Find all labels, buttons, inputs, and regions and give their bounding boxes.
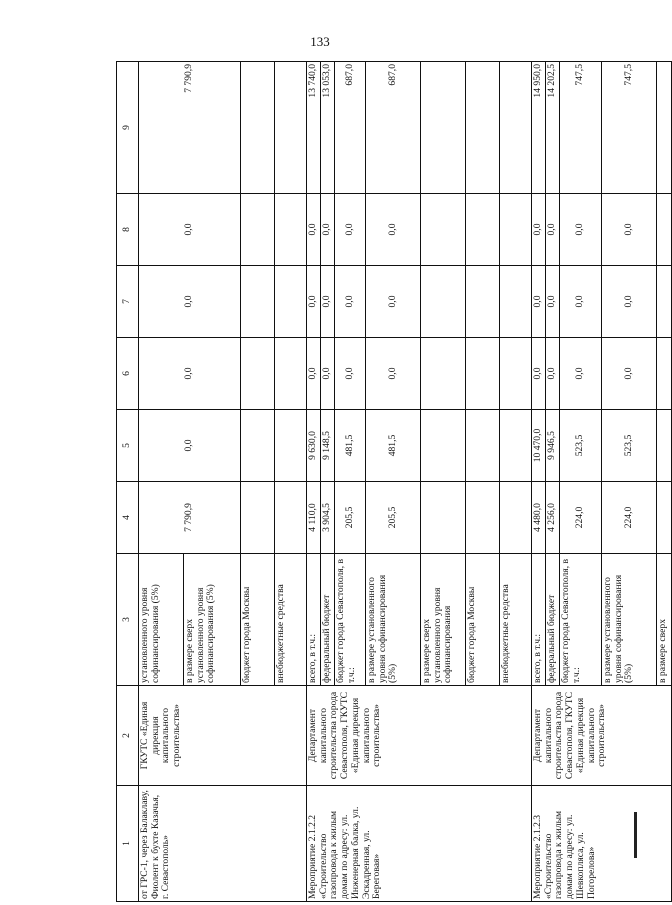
total-cell: 13 740,0 (307, 62, 321, 194)
value-cell-5 (421, 410, 466, 482)
value-cell-4: 205,5 (335, 482, 366, 554)
header-cell: 4 (117, 482, 139, 554)
source-cell: бюджет города Севастополя, в т.ч.: (560, 554, 602, 686)
value-cell-5 (275, 410, 307, 482)
table-row (139, 62, 184, 902)
total-cell: 13 053,0 (321, 62, 335, 194)
value-cell-4 (275, 482, 307, 554)
value-cell-5: 481,5 (335, 410, 366, 482)
value-cell-7 (500, 266, 532, 338)
value-cell-8: 0,0 (321, 194, 335, 266)
value-cell-4: 4 256,0 (546, 482, 560, 554)
measure-name-cell: Мероприятие 2.1.2.2 «Строительство газопровода к жилым домам по адресу: ул. Инженерная балка, ул. Эскадренная, ул. Береговая» (307, 786, 532, 902)
value-cell-5 (241, 410, 275, 482)
measure-name-cell: от ГРС-1, через Балаклаву, Фиолент к бухте Казачья, г. Севастополь» (139, 786, 307, 902)
value-cell-8: 0,0 (532, 194, 546, 266)
total-cell: 747,5 (560, 62, 602, 194)
value-cell-8: 0,0 (602, 194, 657, 266)
value-cell-7: 0,0 (560, 266, 602, 338)
value-cell-7 (657, 266, 672, 338)
source-cell: бюджет города Москвы (466, 554, 500, 686)
value-cell-6: 0,0 (307, 338, 321, 410)
value-cell-8 (657, 194, 672, 266)
value-cell-5: 523,5 (560, 410, 602, 482)
value-cell-4 (241, 482, 275, 554)
total-cell (657, 62, 672, 194)
rotated-table-wrapper (116, 62, 668, 902)
header-cell: 8 (117, 194, 139, 266)
value-cell-6: 0,0 (602, 338, 657, 410)
total-cell: 14 202,5 (546, 62, 560, 194)
total-cell: 14 950,0 (532, 62, 546, 194)
source-cell: федеральный бюджет (321, 554, 335, 686)
total-cell (241, 62, 275, 194)
value-cell-8 (421, 194, 466, 266)
header-cell: 5 (117, 410, 139, 482)
value-cell-8: 0,0 (335, 194, 366, 266)
value-cell-7: 0,0 (335, 266, 366, 338)
value-cell-8: 0,0 (546, 194, 560, 266)
value-cell-6: 0,0 (139, 338, 241, 410)
header-cell: 3 (117, 554, 139, 686)
source-cell: всего, в т.ч.: (532, 554, 546, 686)
value-cell-6: 0,0 (321, 338, 335, 410)
value-cell-8: 0,0 (139, 194, 241, 266)
value-cell-5 (466, 410, 500, 482)
value-cell-4: 4 110,0 (307, 482, 321, 554)
value-cell-7: 0,0 (602, 266, 657, 338)
source-cell: в размере сверх установленного уровня софинансирования (421, 554, 466, 686)
value-cell-8: 0,0 (560, 194, 602, 266)
value-cell-5: 10 470,0 (532, 410, 546, 482)
table-row (307, 62, 321, 902)
value-cell-6: 0,0 (532, 338, 546, 410)
value-cell-4 (466, 482, 500, 554)
page-number: 133 (310, 34, 330, 49)
value-cell-7: 0,0 (307, 266, 321, 338)
value-cell-7 (421, 266, 466, 338)
value-cell-7 (275, 266, 307, 338)
value-cell-6: 0,0 (546, 338, 560, 410)
source-cell: федеральный бюджет (546, 554, 560, 686)
total-cell: 7 790,9 (139, 62, 241, 194)
executor-cell: ГКУТС «Единая дирекция капитального строительства» (139, 686, 307, 786)
value-cell-8 (500, 194, 532, 266)
value-cell-5 (657, 410, 672, 482)
value-cell-8 (241, 194, 275, 266)
total-cell: 747,5 (602, 62, 657, 194)
total-cell (275, 62, 307, 194)
value-cell-7: 0,0 (546, 266, 560, 338)
table-row (532, 62, 546, 902)
value-cell-4: 3 904,5 (321, 482, 335, 554)
value-cell-7: 0,0 (366, 266, 421, 338)
total-cell (500, 62, 532, 194)
source-cell: в размере установленного уровня софинансирования (5%) (366, 554, 421, 686)
financing-table (116, 61, 672, 902)
value-cell-6 (275, 338, 307, 410)
value-cell-7: 0,0 (532, 266, 546, 338)
header-cell: 1 (117, 786, 139, 902)
value-cell-6 (500, 338, 532, 410)
value-cell-4 (421, 482, 466, 554)
value-cell-6 (241, 338, 275, 410)
value-cell-5: 0,0 (139, 410, 241, 482)
total-cell: 687,0 (335, 62, 366, 194)
value-cell-6 (421, 338, 466, 410)
header-cell: 6 (117, 338, 139, 410)
value-cell-4: 224,0 (602, 482, 657, 554)
value-cell-7 (466, 266, 500, 338)
value-cell-6 (657, 338, 672, 410)
source-cell: бюджет города Москвы (241, 554, 275, 686)
value-cell-5: 9 946,5 (546, 410, 560, 482)
value-cell-5: 523,5 (602, 410, 657, 482)
value-cell-4 (500, 482, 532, 554)
value-cell-8 (275, 194, 307, 266)
value-cell-7: 0,0 (321, 266, 335, 338)
source-cell: в размере сверх установленного уровня софинансирования (5%) (184, 554, 241, 686)
value-cell-4: 205,5 (366, 482, 421, 554)
executor-cell: Департамент капитального строительства города Севастополя, ГКУТС «Единая дирекция капитального строительства» (532, 686, 672, 786)
value-cell-8: 0,0 (366, 194, 421, 266)
header-cell: 7 (117, 266, 139, 338)
source-cell: бюджет города Севастополя, в т.ч.: (335, 554, 366, 686)
value-cell-6: 0,0 (366, 338, 421, 410)
source-cell: в размере установленного уровня софинансирования (5%) (602, 554, 657, 686)
value-cell-8 (466, 194, 500, 266)
source-cell: внебюджетные средства (275, 554, 307, 686)
total-cell (466, 62, 500, 194)
value-cell-4: 7 790,9 (139, 482, 241, 554)
executor-cell: Департамент капитального строительства города Севастополя, ГКУТС «Единая дирекция капитального строительства» (307, 686, 532, 786)
total-cell (421, 62, 466, 194)
source-cell: всего, в т.ч.: (307, 554, 321, 686)
header-row (117, 62, 139, 902)
value-cell-6 (466, 338, 500, 410)
value-cell-6: 0,0 (335, 338, 366, 410)
measure-name-cell: Мероприятие 2.1.2.3 «Строительство газопровода к жилым домам по адресу: ул. Шевкопляса, ул. Погорелова» (532, 786, 672, 902)
header-cell: 9 (117, 62, 139, 194)
source-cell: внебюджетные средства (500, 554, 532, 686)
value-cell-5: 9 148,5 (321, 410, 335, 482)
header-cell: 2 (117, 686, 139, 786)
value-cell-7: 0,0 (139, 266, 241, 338)
value-cell-6: 0,0 (560, 338, 602, 410)
value-cell-5: 9 630,0 (307, 410, 321, 482)
value-cell-8: 0,0 (307, 194, 321, 266)
value-cell-4: 224,0 (560, 482, 602, 554)
value-cell-4 (657, 482, 672, 554)
value-cell-7 (241, 266, 275, 338)
source-cell: в размере сверх (657, 554, 672, 686)
value-cell-4: 4 480,0 (532, 482, 546, 554)
source-cell: установленного уровня софинансирования (5%) (139, 554, 184, 686)
total-cell: 687,0 (366, 62, 421, 194)
value-cell-5 (500, 410, 532, 482)
value-cell-5: 481,5 (366, 410, 421, 482)
